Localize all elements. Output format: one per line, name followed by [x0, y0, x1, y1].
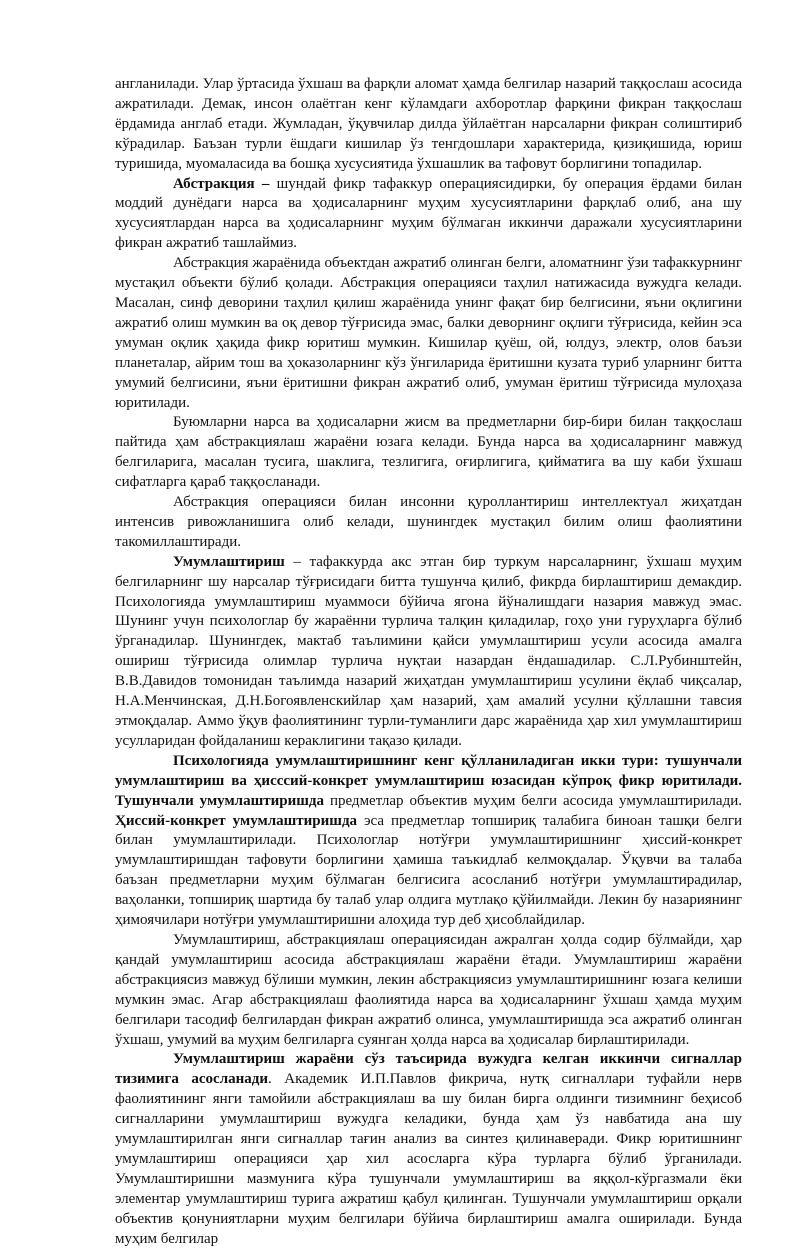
paragraph-text: шундай фикр тафаккур операциясидирки, бу операция ёрдами билан моддий дунёдаги нарса ва ҳодисаларнинг муҳим хусусиятларини фарқлаб олиб, ана шу хусусиятлардан нарса ва ҳодисаларнинг муҳим бўлмаган иккинчи даражали хусусиятларини фикран ажратиб ташлаймиз. [115, 175, 742, 252]
paragraph [115, 175, 742, 255]
paragraph [115, 254, 742, 413]
bold-term: Умумлаштириш [173, 553, 285, 570]
paragraph-text: эса предметлар топшириқ талабига биноан ташқи белги билан умумлаштирилади. Психологлар нотўғри умумлаштиришнинг ҳиссий-конкрет умумлаштиришдан тафовути борлигини ҳамиша таъкидлаб келмоқдалар. Ўқувчи ва талаба баъзан предметларни муҳим бўлмаган белгисига асосланиб нотўғри умумлаштирадилар, ваҳоланки, топшириқ шартида бу талаб улар олдига мутлақо қўйилмайди. Лекин бу назариянинг ҳимоячилари нотўғри умумлаштиришни алоҳида тур деб ҳисоблайдилар. [115, 812, 742, 929]
paragraph-text: Абстракция жараёнида объектдан ажратиб олинган белги, аломатнинг ўзи тафаккурнинг мустақил объекти бўлиб қолади. Абстракция операцияси таҳлил натижасида вужудга келади. Масалан, синф деворини таҳлил қилиш жараёнида унинг фақат бир белгисини, яъни оқлигини ажратиб олиш мумкин ва оқ девор тўғрисида эмас, балки деворнинг оқлиги тўғрисида, кейин эса умуман оқлик ҳақида фикр юритиш мумкин. Кишилар қуёш, ой, юлдуз, электр, олов баъзи планеталар, айрим тош ва ҳоказоларнинг кўз ўнгиларида ёритишни кузата туриб уларнинг битта умумий белгисини, яъни ёритишни фикран ажратиб олиб, умуман ёритиш тўғрисида мулоҳаза юритилади. [115, 255, 742, 411]
paragraph [115, 75, 742, 175]
paragraph-text: . Академик И.П.Павлов фикрича, нутқ сигналлари туфайли нерв фаолиятининг янги тамойили абстракциялаш ва шу билан бирга олдинги тизимнинг беҳисоб сигналларини умумлаштириш вужудга келадики, бунда ҳам ўз навбатида ана шу умумлаштирилган янги сигналлар тағин анализ ва синтез қилинаверади. Фикр юритишнинг умумлаштириш операцияси ҳар хил асосларга кўра турларга бўлиб ўрганилади. Умумлаштиришни мазмунига кўра тушунчали умумлаштириш ва яққол-кўргазмали ёки элементар умумлаштириш турига ажратиш қабул қилинган. Тушунчали умумлаштириш орқали объектив қонуниятларни муҳим белгилари бўйича бирлаштириш амалга оширилади. Бунда муҳим белгилар [115, 1071, 742, 1247]
paragraph-text: Умумлаштириш, абстракциялаш операциясидан ажралган ҳолда содир бўлмайди, ҳар қандай умумлаштириш асосида абстракциялаш жараёни ётади. Умумлаштириш жараёни абстракциясиз мавжуд бўлиши мумкин, лекин абстракциясиз умумлаштиришнинг юзага келиши мумкин эмас. Агар абстракциялаш фаолиятида нарса ва ҳодисаларнинг ўхшаш ҳамда муҳим белгилари тасодиф белгилардан фикран ажратиб олинса, умумлаштиришда эса ажратиб олинган ўхшаш, умумий ва муҳим белгиларга суянган ҳолда нарса ва ҳодисалар бирлаштирилади. [115, 931, 742, 1048]
paragraph [115, 413, 742, 493]
paragraph [115, 752, 742, 931]
bold-term: Умумлаштириш жараёни сўз таъсирида вужудга келган иккинчи сигналлар тизимига асосланади [115, 1051, 742, 1088]
bold-term: Абстракция – [173, 175, 270, 192]
paragraph-text: предметлар объектив муҳим белги асосида умумлаштирилади. [324, 792, 742, 809]
bold-term: Психологияда умумлаштиришнинг кенг қўлланиладиган икки тури: тушунчали умумлаштириш ва ҳисссий-конкрет умумлаштириш юзасидан кўпроқ фикр юритилади. Тушунчали умумлаштиришда [115, 752, 742, 809]
paragraph-text: англанилади. Улар ўртасида ўхшаш ва фарқли аломат ҳамда белгилар назарий таққослаш асосида ажратилади. Демак, инсон олаётган кенг кўламдаги ахборотлар фарқини фикран таққослаш ёрдамида англаб етади. Жумладан, ўқувчилар дилда ўйлаётган нарсаларни фикран солиштириб кўрадилар. Баъзан турли ёшдаги кишилар ўз тенгдошлари характерида, қизиқишида, юриш туришида, муомаласида ва бошқа хусусиятида ўхшашлик ва тафовут борлигини топадилар. [115, 76, 742, 172]
paragraph [115, 493, 742, 553]
paragraph-text: Буюмларни нарса ва ҳодисаларни жисм ва предметларни бир-бири билан таққослаш пайтида ҳам абстракциялаш жараёни юзага келади. Бунда нарса ва ҳодисаларнинг мавжуд белгиларига, масалан тусига, шаклига, тезлигига, оғирлигига, қийматига ва шу каби ўхшаш сифатларга қараб таққосланади. [115, 414, 742, 491]
document-body [115, 75, 742, 1249]
paragraph-text: – тафаккурда акс этган бир туркум нарсаларнинг, ўхшаш муҳим белгиларнинг шу нарсалар тўғрисидаги битта тушунча қилиб, фикрда бирлаштириш демакдир. Психологияда умумлаштириш муаммоси бўйича ягона йўналишдаги назария мавжуд эмас. Шунинг учун психологлар бу жараённи турлича талқин қиладилар, гоҳо уни гуруҳларга бўлиб ўрганадилар. Шунингдек, мактаб таълимини қайси умумлаштириш усули асосида амалга ошириш тўғрисида олимлар турлича нуқтаи назардан ёндашадилар. С.Л.Рубинштейн, В.В.Давидов томонидан таълимда назарий жиҳатдан умумлаштириш усулини ёқлаб чиқсалар, Н.А.Менчинская, Д.Н.Богоявленскийлар ҳам назарий, ҳам амалий усулни қўллашни тавсия этмоқдалар. Аммо ўқув фаолиятининг турли-туманлиги дарс жараёнида ҳар хил умумлаштириш усулларидан фойдаланиш кераклигини тақазо қилади. [115, 553, 742, 749]
bold-term: Ҳиссий-конкрет умумлаштиришда [115, 812, 358, 829]
paragraph-text: Абстракция операцияси билан инсонни қуроллантириш интеллектуал жиҳатдан интенсив ривожланишига олиб келади, шунингдек мустақил билим олиш фаолиятини такомиллаштиради. [115, 494, 742, 550]
paragraph [115, 1050, 742, 1249]
paragraph [115, 553, 742, 752]
paragraph [115, 931, 742, 1050]
